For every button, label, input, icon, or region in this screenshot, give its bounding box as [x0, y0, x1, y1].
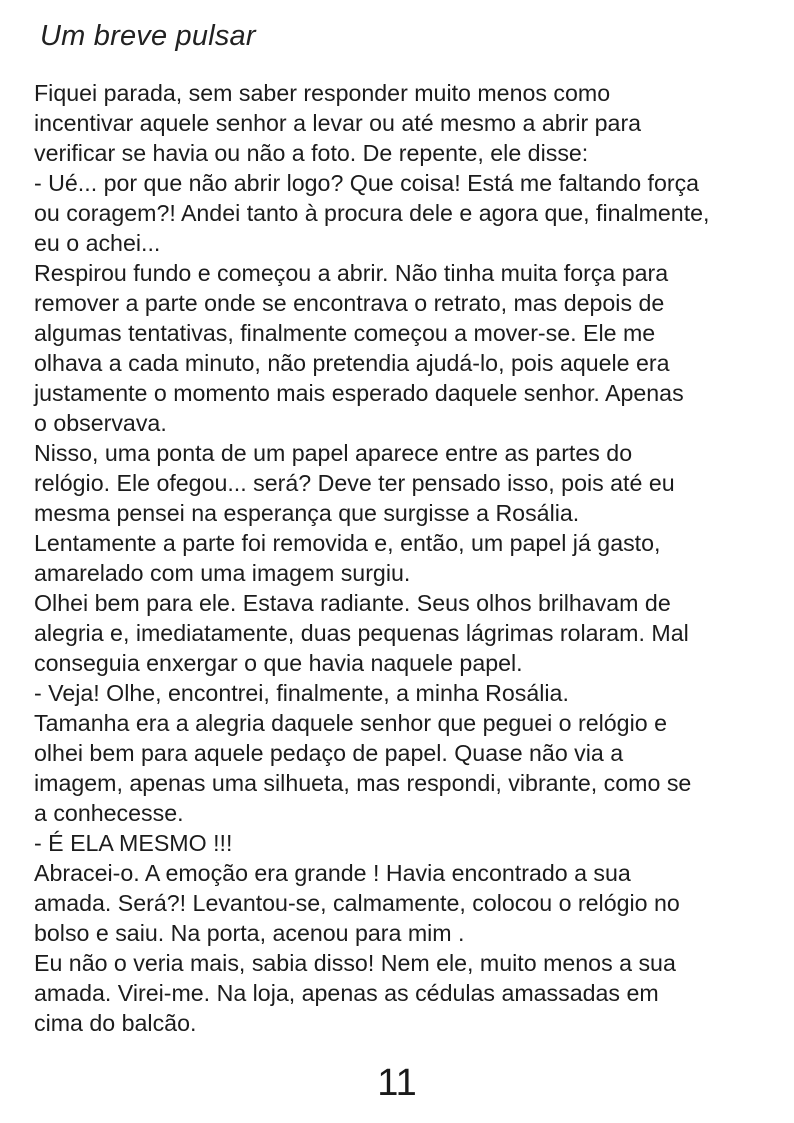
- text-line: relógio. Ele ofegou... será? Deve ter pensado isso, pois até eu: [34, 470, 675, 496]
- text-line: Eu não o veria mais, sabia disso! Nem ele, muito menos a sua: [34, 950, 676, 976]
- text-line: - Veja! Olhe, encontrei, finalmente, a minha Rosália.: [34, 680, 569, 706]
- text-line: bolso e saiu. Na porta, acenou para mim .: [34, 920, 465, 946]
- text-line: conseguia enxergar o que havia naquele papel.: [34, 650, 523, 676]
- text-line: amada. Será?! Levantou-se, calmamente, colocou o relógio no: [34, 890, 680, 916]
- chapter-title: Um breve pulsar: [40, 20, 256, 52]
- body-text: [34, 78, 769, 1038]
- text-line: a conhecesse.: [34, 800, 184, 826]
- text-line: Fiquei parada, sem saber responder muito menos como: [34, 80, 611, 106]
- text-line: olhei bem para aquele pedaço de papel. Quase não via a: [34, 740, 624, 766]
- text-line: olhava a cada minuto, não pretendia ajudá-lo, pois aquele era: [34, 350, 670, 376]
- text-line: alegria e, imediatamente, duas pequenas lágrimas rolaram. Mal: [34, 620, 689, 646]
- text-line: Nisso, uma ponta de um papel aparece entre as partes do: [34, 440, 633, 466]
- text-line: Respirou fundo e começou a abrir. Não tinha muita força para: [34, 260, 669, 286]
- text-line: amarelado com uma imagem surgiu.: [34, 560, 411, 586]
- text-line: incentivar aquele senhor a levar ou até mesmo a abrir para: [34, 110, 642, 136]
- text-line: Abracei-o. A emoção era grande ! Havia encontrado a sua: [34, 860, 631, 886]
- text-line: verificar se havia ou não a foto. De repente, ele disse:: [34, 140, 589, 166]
- text-line: mesma pensei na esperança que surgisse a Rosália.: [34, 500, 580, 526]
- text-line: justamente o momento mais esperado daquele senhor. Apenas: [34, 380, 684, 406]
- text-line: - Ué... por que não abrir logo? Que coisa! Está me faltando força: [34, 170, 700, 196]
- text-line: - É ELA MESMO !!!: [34, 830, 233, 856]
- text-line: o observava.: [34, 410, 167, 436]
- text-line: Lentamente a parte foi removida e, então, um papel já gasto,: [34, 530, 661, 556]
- page-number: 11: [377, 1062, 417, 1104]
- text-line: algumas tentativas, finalmente começou a mover-se. Ele me: [34, 320, 656, 346]
- text-line: cima do balcão.: [34, 1010, 197, 1036]
- text-line: ou coragem?! Andei tanto à procura dele e agora que, finalmente,: [34, 200, 710, 226]
- text-line: remover a parte onde se encontrava o retrato, mas depois de: [34, 290, 665, 316]
- text-line: Tamanha era a alegria daquele senhor que peguei o relógio e: [34, 710, 667, 736]
- text-line: imagem, apenas uma silhueta, mas respondi, vibrante, como se: [34, 770, 692, 796]
- text-line: amada. Virei-me. Na loja, apenas as cédulas amassadas em: [34, 980, 659, 1006]
- text-line: Olhei bem para ele. Estava radiante. Seus olhos brilhavam de: [34, 590, 671, 616]
- text-line: eu o achei...: [34, 230, 161, 256]
